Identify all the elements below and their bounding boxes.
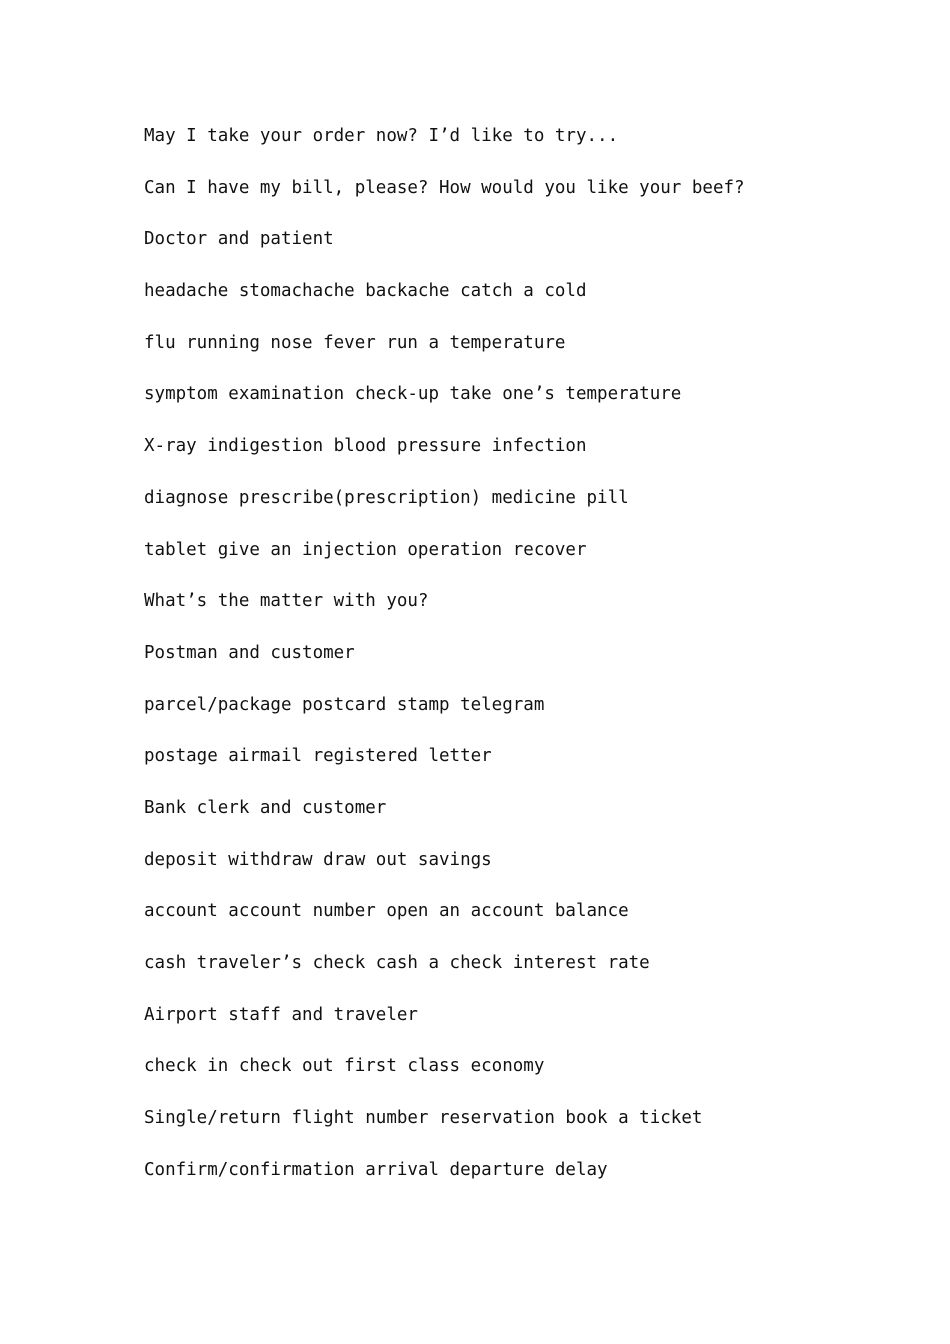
text-line-xray: X-ray indigestion blood pressure infection bbox=[144, 436, 587, 457]
text-line-restaurant-bill: Can I have my bill, please? How would you like your beef? bbox=[144, 177, 745, 198]
text-line-postage: postage airmail registered letter bbox=[144, 746, 492, 767]
text-line-single-return: Single/return flight number reservation book a ticket bbox=[144, 1108, 703, 1129]
text-line-parcel: parcel/package postcard stamp telegram bbox=[144, 694, 545, 715]
text-line-matter: What’s the matter with you? bbox=[144, 591, 429, 612]
text-line-ailments: headache stomachache backache catch a cold bbox=[144, 281, 587, 302]
text-line-diagnose: diagnose prescribe(prescription) medicine pill bbox=[144, 487, 629, 508]
text-line-check-in: check in check out first class economy bbox=[144, 1056, 545, 1077]
text-line-restaurant-order: May I take your order now? I’d like to try... bbox=[144, 126, 619, 146]
text-line-deposit: deposit withdraw draw out savings bbox=[144, 849, 492, 870]
text-body bbox=[144, 124, 904, 1209]
text-line-confirm: Confirm/confirmation arrival departure delay bbox=[144, 1159, 608, 1180]
text-line-flu: flu running nose fever run a temperature bbox=[144, 332, 566, 353]
section-heading-airport-staff-traveler: Airport staff and traveler bbox=[144, 1004, 418, 1025]
text-line-symptom: symptom examination check-up take one’s temperature bbox=[144, 384, 682, 405]
section-heading-bank-clerk-customer: Bank clerk and customer bbox=[144, 797, 387, 818]
text-line-cash: cash traveler’s check cash a check interest rate bbox=[144, 953, 650, 973]
section-heading-doctor-patient: Doctor and patient bbox=[144, 229, 334, 250]
text-line-tablet: tablet give an injection operation recover bbox=[144, 539, 587, 560]
section-heading-postman-customer: Postman and customer bbox=[144, 642, 355, 663]
text-line-account: account account number open an account balance bbox=[144, 901, 629, 922]
